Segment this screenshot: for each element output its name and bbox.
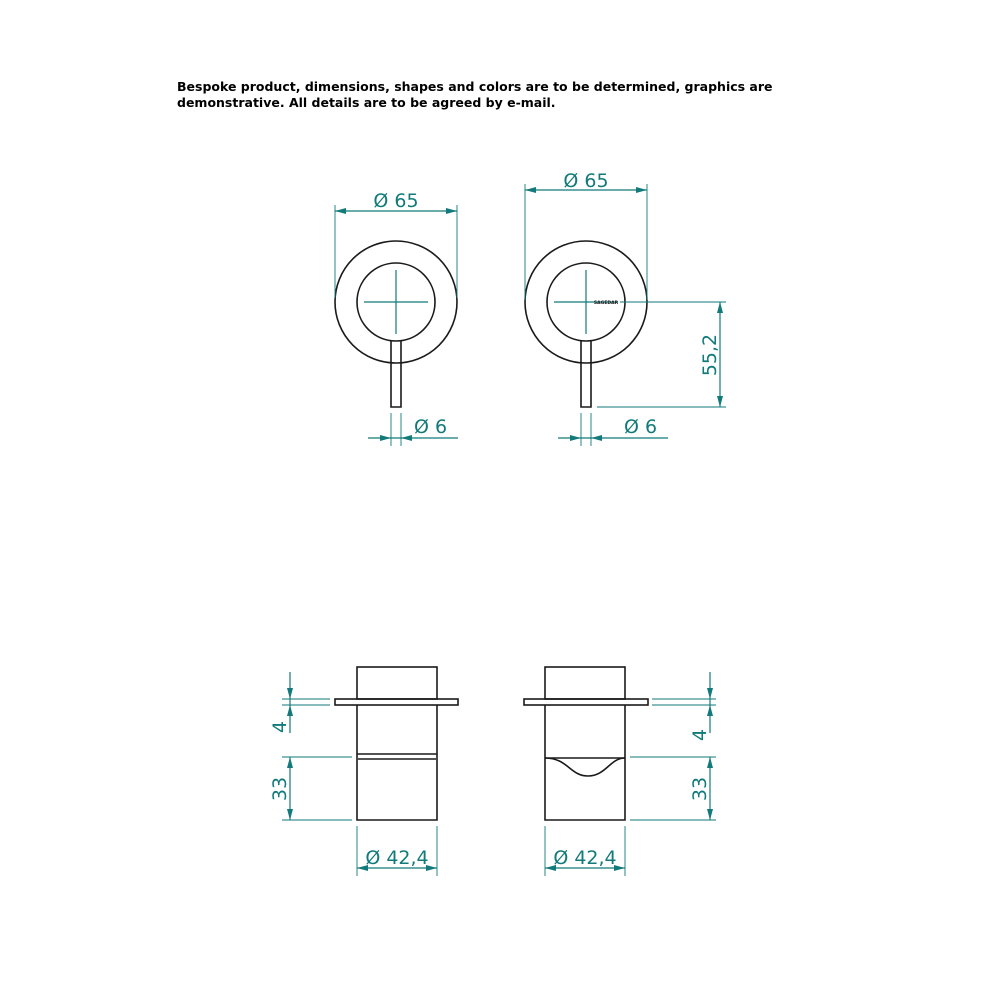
plate-diameter-label: Ø 65 (563, 170, 609, 192)
cover-plate-profile (335, 699, 458, 705)
body-diameter-label: Ø 42,4 (553, 847, 617, 869)
arrowhead (707, 688, 713, 699)
plate-thickness-label: 4 (689, 728, 711, 742)
front-view-right (525, 170, 726, 446)
lever-handle (391, 341, 401, 407)
arrowhead (707, 809, 713, 820)
arrowhead (570, 435, 581, 441)
arrowhead (401, 435, 412, 441)
arrowhead (287, 705, 293, 716)
arrowhead (446, 208, 457, 214)
cover-plate-profile (524, 699, 648, 705)
lever-diameter-label: Ø 6 (414, 416, 448, 438)
arrowhead (707, 757, 713, 768)
handle-cap (357, 667, 437, 699)
body-length-label: 33 (689, 776, 711, 802)
arrowhead (335, 208, 346, 214)
lever-handle (581, 341, 591, 407)
arrowhead (287, 688, 293, 699)
arrowhead (591, 435, 602, 441)
side-view-left (269, 667, 458, 876)
plate-diameter-label: Ø 65 (373, 190, 419, 212)
front-view-left (335, 190, 458, 446)
handle-cap (545, 667, 625, 699)
disclaimer-line-1: Bespoke product, dimensions, shapes and colors are to be determined, graphics are (177, 79, 773, 94)
arrowhead (380, 435, 391, 441)
arrowhead (287, 757, 293, 768)
body-diameter-label: Ø 42,4 (365, 847, 429, 869)
arrowhead (717, 396, 723, 407)
brand-logo-text: SAGEDAR (593, 301, 619, 306)
plate-thickness-label: 4 (269, 720, 291, 734)
lever-diameter-label: Ø 6 (624, 416, 658, 438)
arrowhead (717, 302, 723, 313)
body-cylinder (357, 705, 437, 820)
height-label: 55,2 (699, 333, 721, 377)
arrowhead (636, 187, 647, 193)
body-length-label: 33 (269, 776, 291, 802)
arrowhead (525, 187, 536, 193)
side-view-right (524, 667, 716, 876)
disclaimer-line-2: demonstrative. All details are to be agreed by e-mail. (177, 94, 556, 110)
body-cutaway-curve (545, 758, 625, 776)
arrowhead (287, 809, 293, 820)
arrowhead (707, 705, 713, 716)
